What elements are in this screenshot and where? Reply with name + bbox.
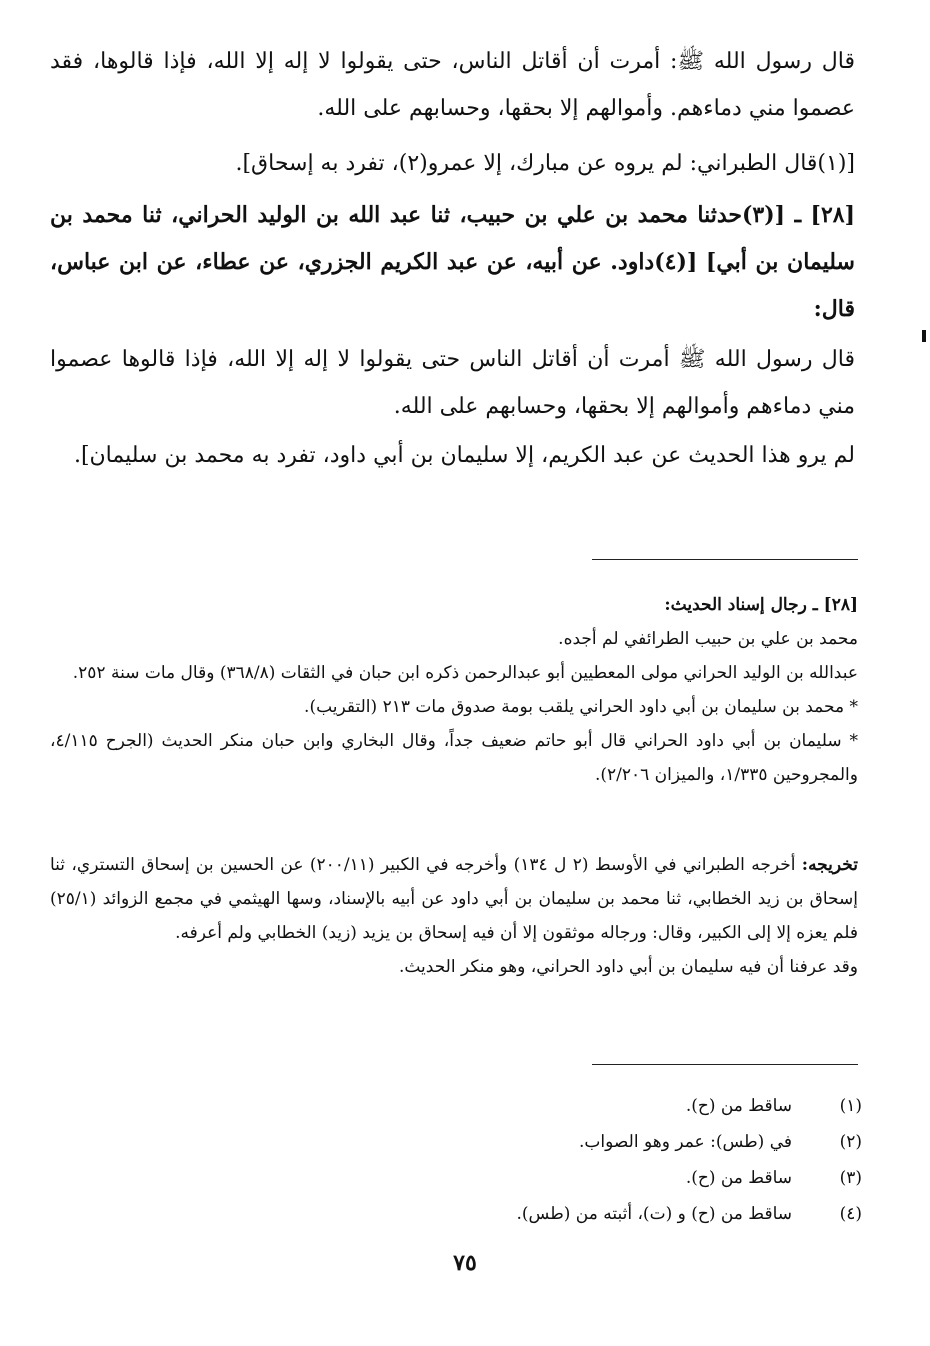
footnote-text: ساقط من (ح). <box>685 1168 792 1188</box>
footnotes-list <box>462 1088 862 1232</box>
takhrij-paragraph <box>50 848 858 950</box>
takhrij-section <box>50 848 858 984</box>
footnote-text: ساقط من (ح) و (ت)، أثبته من (طس). <box>516 1204 792 1224</box>
isnad-notes <box>50 588 858 792</box>
page-number: ٧٥ <box>453 1250 477 1276</box>
footnote-item <box>462 1088 862 1124</box>
takhrij-label: تخريجه: <box>801 855 858 875</box>
isnad-28: [٢٨] ـ [(٣)حدثنا محمد بن علي بن حبيب، ثنا عبد الله بن الوليد الحراني، ثنا محمد بن سليمان بن أبي] [(٤)داود. عن أبيه، عن عبد الكريم الجزري، عن عطاء، عن ابن عباس، قال: <box>50 202 855 322</box>
footnote-number: (٣) <box>839 1168 862 1188</box>
hadith-text-1: قال رسول الله ﷺ: أمرت أن أقاتل الناس، حتى يقولوا لا إله إلا الله، فإذا قالوها، فقد عصموا مني دماءهم. وأموالهم إلا بحقها، وحسابهم على الله. <box>50 49 855 121</box>
note-narrator-3: * محمد بن سليمان بن أبي داود الحراني يلقب بومة صدوق مات ٢١٣ (التقريب). <box>304 697 858 717</box>
footnote-item <box>462 1160 862 1196</box>
takhrij-conclusion: وقد عرفنا أن فيه سليمان بن أبي داود الحراني، وهو منكر الحديث. <box>398 957 858 977</box>
footnote-separator-2 <box>592 1064 858 1065</box>
footnote-item <box>462 1196 862 1232</box>
note-narrator-2: عبدالله بن الوليد الحراني مولى المعطيين أبو عبدالرحمن ذكره ابن حبان في الثقات (٣٦٨/٨) وقال مات سنة ٢٥٢. <box>72 663 858 683</box>
notes-heading: [٢٨] ـ رجال إسناد الحديث: <box>664 595 858 615</box>
footnote-text: في (طس): عمر وهو الصواب. <box>579 1132 792 1152</box>
footnote-number: (١) <box>839 1096 862 1116</box>
footnote-number: (٢) <box>839 1132 862 1152</box>
footnote-number: (٤) <box>839 1204 862 1224</box>
tabarani-comment: [(١)قال الطبراني: لم يروه عن مبارك، إلا عمرو(٢)، تفرد به إسحاق]. <box>235 151 855 176</box>
footnote-text: ساقط من (ح). <box>685 1096 792 1116</box>
takhrij-text: أخرجه الطبراني في الأوسط (٢ ل ١٣٤) وأخرجه في الكبير (٢٠٠/١١) عن الحسين بن إسحاق التستري، ثنا إسحاق بن زيد الخطابي، ثنا محمد بن سليمان بن أبي داود عن أبيه بالإسناد، وسها الهيثمي في مجمع الزوائد (٢٥/١) فلم يعزه إلا إلى الكبير، وقال: ورجاله موثقون إلا أن فيه إسحاق بن يزيد (زيد) الخطابي ولم أعرفه. <box>50 855 858 943</box>
footnote-item <box>462 1124 862 1160</box>
hadith-text-28: قال رسول الله ﷺ أمرت أن أقاتل الناس حتى يقولوا لا إله إلا الله، فإذا قالوها عصموا مني دماءهم وأموالهم إلا بحقها، وحسابهم على الله. <box>50 347 855 419</box>
note-narrator-4: * سليمان بن أبي داود الحراني قال أبو حاتم ضعيف جداً، وقال البخاري وابن حبان منكر الحديث (الجرح ٤/١١٥، والمجروحين ١/٣٣٥، والميزان ٢/٢٠٦). <box>50 731 858 785</box>
note-narrator-1: محمد بن علي بن حبيب الطرائفي لم أجده. <box>558 629 858 649</box>
footnote-separator <box>592 559 858 560</box>
hadith-28-comment: لم يرو هذا الحديث عن عبد الكريم، إلا سليمان بن أبي داود، تفرد به محمد بن سليمان]. <box>73 443 855 468</box>
margin-mark <box>922 330 926 342</box>
